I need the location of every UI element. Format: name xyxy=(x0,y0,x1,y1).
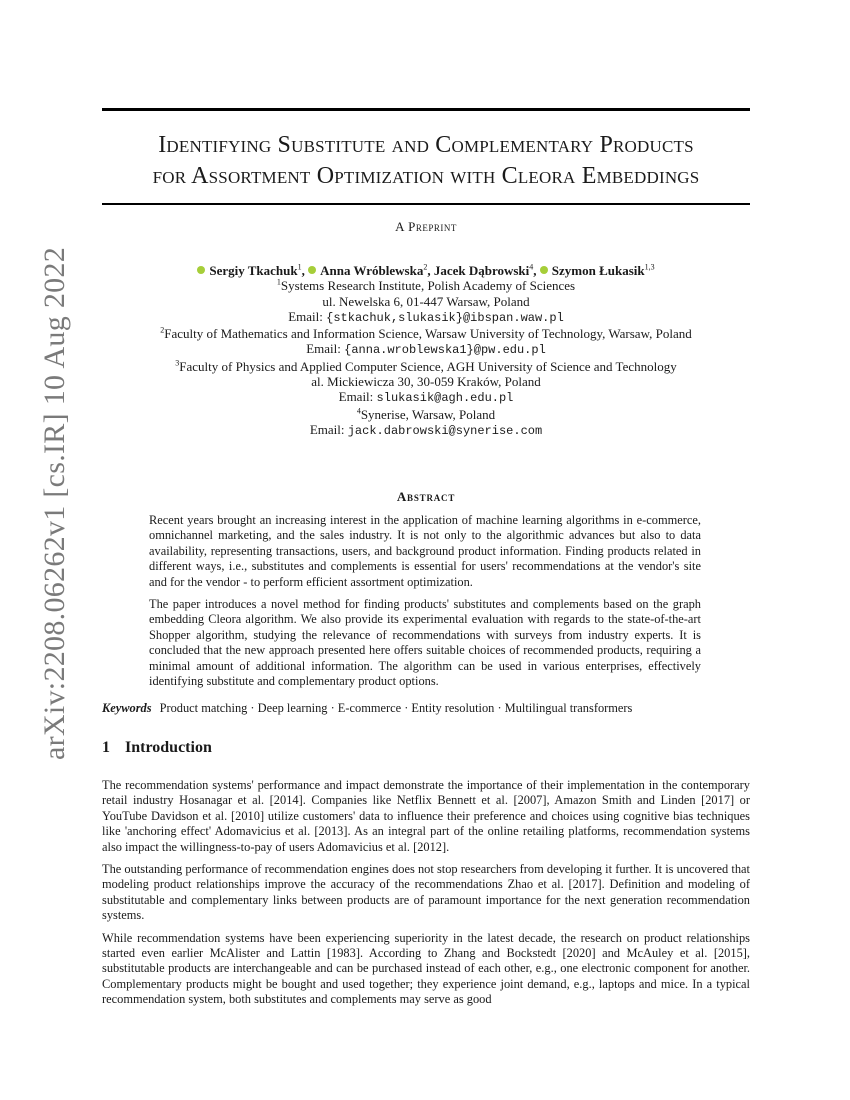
author-affiliation-mark: 4 xyxy=(529,262,534,272)
author-name: Sergiy Tkachuk xyxy=(209,263,298,278)
author-name: Jacek Dąbrowski xyxy=(433,263,530,278)
email-line xyxy=(102,422,750,439)
paper-title xyxy=(102,130,750,192)
abstract-heading: Abstract xyxy=(396,489,456,504)
body-paragraph: The recommendation systems' performance and impact demonstrate the importance of their implementation in the contemporary retail industry Hosanagar et al. [2014]. Companies like Netflix Bennett et al. [2007], Amazon Smith and Linden [2017] or YouTube Davidson et al. [2010] utilize customers' data to influence their preference and choices using cognitive bias techniques like 'anchoring effect' Adomavicius et al. [2013]. As an integral part of the online retailing platforms, recommendation systems also impact the willingness-to-pay of users Adomavicius et al. [2012]. xyxy=(102,778,750,854)
affiliation-text: al. Mickiewicza 30, 30-059 Kraków, Poland xyxy=(311,374,541,390)
keywords-label: Keywords xyxy=(102,701,152,715)
section-title: Introduction xyxy=(125,739,212,756)
author-affiliation-mark: 1,3 xyxy=(644,262,655,272)
orcid-icon[interactable] xyxy=(308,266,316,274)
title-line-2: for Assortment Optimization with Cleora Embeddings xyxy=(152,163,700,189)
title-bottom-rule xyxy=(102,203,750,205)
body-paragraph: The outstanding performance of recommendation engines does not stop researchers from developing it further. It is uncovered that modeling product relationships improve the accuracy of the recommendations Zhao et al. [2017]. Definition and modeling of substitutable and complementary links between products are of paramount importance for the next generation recommendation systems. xyxy=(102,862,750,923)
email-line xyxy=(102,341,750,358)
keywords-line xyxy=(102,701,750,716)
email-label: Email: xyxy=(338,389,377,405)
preprint-label: A Preprint xyxy=(395,219,457,234)
affiliation-text: Faculty of Physics and Applied Computer Science, AGH University of Science and Technology xyxy=(179,358,677,374)
orcid-icon[interactable] xyxy=(197,266,205,274)
keywords-text: Product matching · Deep learning · E-commerce · Entity resolution · Multilingual transformers xyxy=(159,701,633,715)
affiliation-text: ul. Newelska 6, 01-447 Warsaw, Poland xyxy=(322,293,530,309)
introduction-body xyxy=(102,778,750,1015)
affiliation-mark: 1 xyxy=(276,277,281,287)
email-address[interactable]: jack.dabrowski@synerise.com xyxy=(347,423,543,438)
affiliation-line xyxy=(102,374,750,389)
author-name: Anna Wróblewska xyxy=(320,263,424,278)
section-number: 1 xyxy=(102,739,110,756)
author-name: Szymon Łukasik xyxy=(551,263,645,278)
title-top-rule xyxy=(102,108,750,111)
abstract-body xyxy=(149,513,701,696)
affiliation-line xyxy=(102,278,750,293)
affiliation-line xyxy=(102,407,750,422)
affiliation-line xyxy=(102,326,750,341)
arxiv-identifier: arXiv:2208.06262v1 [cs.IR] 10 Aug 2022 xyxy=(38,246,71,760)
abstract-paragraph: The paper introduces a novel method for finding products' substitutes and complements based on the graph embedding Cleora algorithm. We also provide its experimental evaluation with regards to the state-of-the-art Shopper algorithm, studying the relevance of recommendations with surveys from industry experts. It is concluded that the new approach presented here offers suitable choices of recommended products, requiring a minimal amount of additional information. The algorithm can be used in various enterprises, effectively identifying substitute and complementary product options. xyxy=(149,597,701,689)
affiliation-mark: 2 xyxy=(160,325,165,335)
section-heading xyxy=(102,739,212,757)
affiliation-mark: 4 xyxy=(356,406,361,416)
email-label: Email: xyxy=(309,421,348,437)
author-block xyxy=(102,263,750,439)
email-line xyxy=(102,389,750,406)
affiliation-text: Synerise, Warsaw, Poland xyxy=(360,406,496,422)
email-address[interactable]: {stkachuk,slukasik}@ibspan.waw.pl xyxy=(326,310,564,325)
email-address[interactable]: slukasik@agh.edu.pl xyxy=(376,391,514,406)
email-label: Email: xyxy=(288,308,327,324)
affiliation-text: Faculty of Mathematics and Information Science, Warsaw University of Technology, Warsaw, Poland xyxy=(164,326,692,342)
affiliation-line xyxy=(102,294,750,309)
email-address[interactable]: {anna.wroblewska1}@pw.edu.pl xyxy=(344,343,546,358)
affiliation-mark: 3 xyxy=(175,358,180,368)
author-list: Sergiy Tkachuk$^1$, Anna Wróblewska$^2$, Jacek Dąbrowski$^4$, Szymon Łukasik$^{1,3}$ xyxy=(102,263,750,278)
email-line xyxy=(102,309,750,326)
email-label: Email: xyxy=(306,341,345,357)
title-line-1: Identifying Substitute and Complementary Products xyxy=(158,132,694,158)
affiliation-text: Systems Research Institute, Polish Academy of Sciences xyxy=(280,278,576,294)
body-paragraph: While recommendation systems have been experiencing superiority in the latest decade, the research on product relationships started even earlier McAlister and Lattin [1983]. According to Zhang and Bockstedt [2020] and McAuley et al. [2015], substitutable products are interchangeable and can be purchased instead of each other, e.g., one electronic component for another. Complementary products might be bought and used together; they experience joint demand, e.g., laptops and mice. In a typical recommendation system, both substitutes and complements may serve as good xyxy=(102,930,750,1007)
abstract-paragraph: Recent years brought an increasing interest in the application of machine learning algorithms in e-commerce, omnichannel marketing, and the sales industry. It is not only to the algorithmic advances but also to data availability, representing transactions, users, and background product information. Finding products related in different ways, i.e., substitutes and complements is essential for users' recommendations at the vendor's site and for the vendor - to perform efficient assortment optimization. xyxy=(149,513,701,589)
author-affiliation-mark: 2 xyxy=(423,262,428,272)
orcid-icon[interactable] xyxy=(540,266,548,274)
affiliation-line xyxy=(102,359,750,374)
author-affiliation-mark: 1 xyxy=(297,262,302,272)
